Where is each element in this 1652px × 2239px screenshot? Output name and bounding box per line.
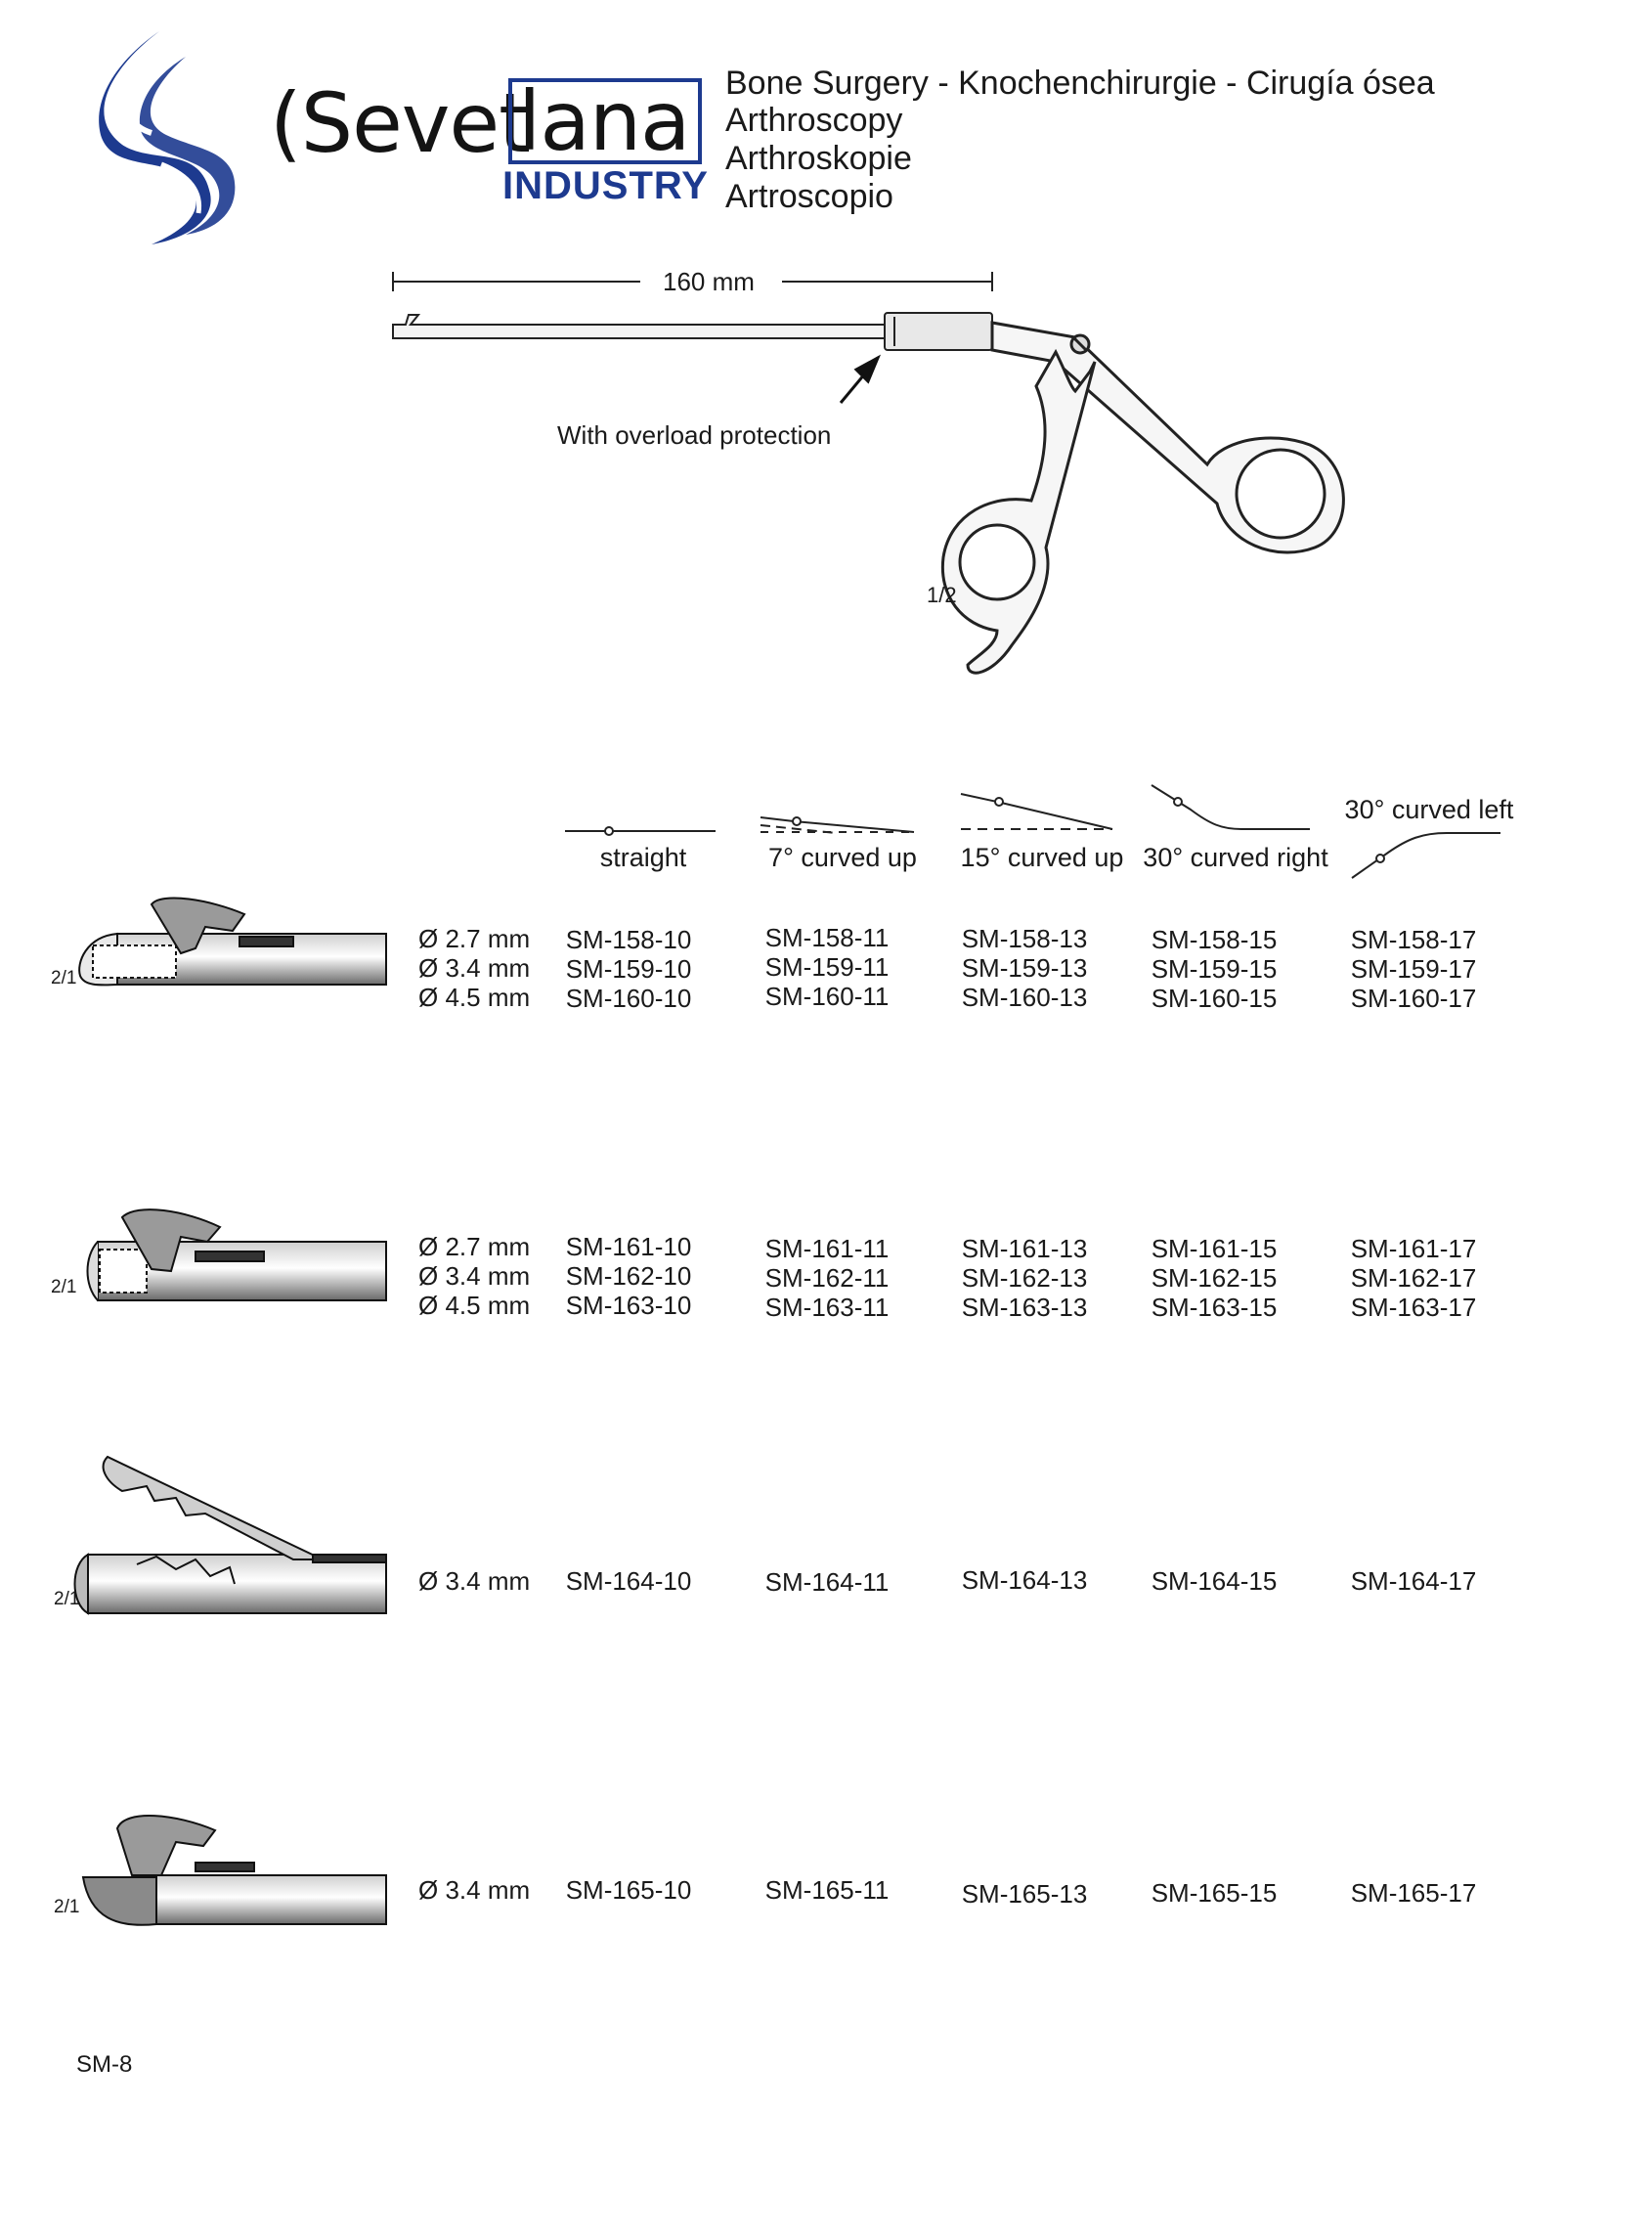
row-2-diameter: Ø 4.5 mm [418, 1291, 531, 1320]
row-3-scale: 2/1 [54, 1589, 80, 1609]
row-1-diameter: Ø 3.4 mm [418, 953, 531, 983]
article-code: SM-162-17 [1350, 1263, 1477, 1293]
tip-row-4 [83, 1816, 386, 1925]
article-code: SM-164-10 [565, 1566, 692, 1596]
row-2-diameter: Ø 3.4 mm [418, 1261, 531, 1291]
article-code: SM-159-10 [565, 954, 692, 984]
wordmark-left: (Sevet [270, 75, 531, 171]
row-4-diameter: Ø 3.4 mm [418, 1875, 531, 1905]
header-line-3: Arthroskopie [725, 140, 912, 177]
article-code: SM-160-11 [764, 982, 890, 1011]
row-4-scale: 2/1 [54, 1897, 80, 1917]
instrument-scale: 1/2 [927, 583, 957, 607]
article-code: SM-160-15 [1151, 984, 1278, 1013]
overload-callout: With overload protection [557, 420, 832, 450]
column-header-30-curved-left: 30° curved left [1344, 795, 1514, 824]
article-code: SM-161-15 [1151, 1234, 1278, 1263]
tip-row-1 [79, 898, 386, 985]
column-header-7-curved-up: 7° curved up [768, 843, 917, 872]
row-2-scale: 2/1 [51, 1277, 77, 1297]
article-code: SM-158-15 [1151, 925, 1278, 954]
article-code: SM-164-11 [764, 1567, 890, 1597]
article-code: SM-162-11 [764, 1263, 890, 1293]
article-code: SM-165-13 [961, 1879, 1088, 1909]
article-code: SM-159-17 [1350, 954, 1477, 984]
wordmark-right: lana [508, 78, 702, 164]
article-code: SM-160-13 [961, 983, 1088, 1012]
article-code: SM-162-13 [961, 1263, 1088, 1293]
article-code: SM-161-13 [961, 1234, 1088, 1263]
article-code: SM-163-11 [764, 1293, 890, 1322]
article-code: SM-161-10 [565, 1232, 692, 1261]
column-header-straight: straight [599, 843, 687, 872]
row-1-diameter: Ø 4.5 mm [418, 983, 531, 1012]
column-header-30-curved-right: 30° curved right [1143, 843, 1328, 872]
article-code: SM-163-13 [961, 1293, 1088, 1322]
wordmark-industry: INDUSTRY [502, 164, 709, 207]
article-code: SM-163-15 [1151, 1293, 1278, 1322]
article-code: SM-159-13 [961, 953, 1088, 983]
article-code: SM-161-17 [1350, 1234, 1477, 1263]
article-code: SM-158-17 [1350, 925, 1477, 954]
article-code: SM-165-10 [565, 1875, 692, 1905]
article-code: SM-165-17 [1350, 1878, 1477, 1908]
article-code: SM-164-15 [1151, 1566, 1278, 1596]
article-code: SM-163-17 [1350, 1293, 1477, 1322]
article-code: SM-165-15 [1151, 1878, 1278, 1908]
article-code: SM-158-10 [565, 925, 692, 954]
row-1-scale: 2/1 [51, 968, 77, 988]
article-code: SM-165-11 [764, 1875, 890, 1905]
article-code: SM-162-15 [1151, 1263, 1278, 1293]
article-code: SM-162-10 [565, 1261, 692, 1291]
article-code: SM-161-11 [764, 1234, 890, 1263]
page-code: SM-8 [76, 2051, 133, 2078]
column-header-15-curved-up: 15° curved up [960, 843, 1124, 872]
article-code: SM-159-15 [1151, 954, 1278, 984]
article-code: SM-158-11 [764, 923, 890, 952]
row-3-diameter: Ø 3.4 mm [418, 1566, 531, 1596]
article-code: SM-159-11 [764, 952, 890, 982]
article-code: SM-163-10 [565, 1291, 692, 1320]
article-code: SM-160-17 [1350, 984, 1477, 1013]
tip-row-3 [75, 1457, 387, 1613]
row-1-diameter: Ø 2.7 mm [418, 924, 531, 953]
article-code: SM-164-17 [1350, 1566, 1477, 1596]
header-line-4: Artroscopio [725, 178, 893, 215]
article-code: SM-160-10 [565, 984, 692, 1013]
tip-row-2 [88, 1209, 387, 1300]
article-code: SM-164-13 [961, 1565, 1088, 1595]
header-line-1: Bone Surgery - Knochenchirurgie - Cirugía ósea [725, 65, 1435, 102]
article-code: SM-158-13 [961, 924, 1088, 953]
header-line-2: Arthroscopy [725, 102, 903, 139]
length-label: 160 mm [663, 267, 755, 296]
row-2-diameter: Ø 2.7 mm [418, 1232, 531, 1261]
